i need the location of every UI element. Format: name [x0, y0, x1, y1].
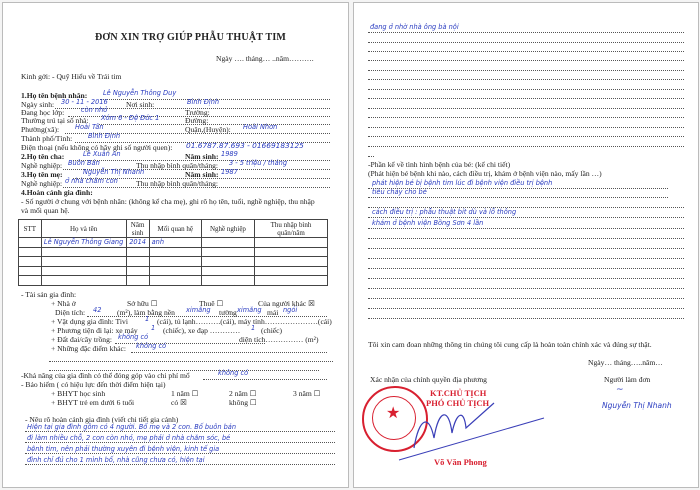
family-heading: 4.Hoàn cảnh gia đình:	[21, 188, 93, 197]
label: tường	[219, 308, 237, 317]
insurance-heading: - Bảo hiểm ( có hiệu lực đến thời điểm hiện tại)	[21, 380, 166, 389]
applicant-signature-mark: ~	[616, 385, 624, 395]
label: (cái), tủ lạnh……….(cái), máy tính…………………(cái)	[157, 317, 332, 326]
situation-line: Hiện tại gia đình gồm có 4 người. Bố mẹ và 2 con. Bố buôn bán	[27, 423, 237, 431]
label: Đường:	[185, 116, 209, 125]
label: -Khả năng của gia đình có thể đóng góp vào chi phí mổ	[21, 371, 190, 380]
label: + Vật dụng gia đình: Tivi	[51, 317, 128, 326]
label: Năm sinh:	[185, 170, 219, 179]
patient-ward: Hoài Tân	[75, 123, 104, 131]
label: 2.Họ tên cha:	[21, 152, 65, 161]
declaration: Tôi xin cam đoan những thông tin chúng tôi cung cấp là hoàn toàn chính xác và đúng sự thật.	[368, 340, 652, 349]
label: Quận,(Huyện):	[185, 125, 231, 134]
assets-heading: - Tài sản gia đình:	[21, 290, 77, 299]
label: Phường(xã):	[21, 125, 60, 134]
member-yob: 2014	[126, 238, 149, 248]
patient-phone: 01.6787.87.693 - 01669183125	[186, 141, 304, 150]
situation-line: đình chỉ đủ cho 1 mình bố, nhà cũng chưa có, hiện tại	[27, 456, 205, 464]
label: + Những đặc điểm khác:	[51, 344, 127, 353]
roof-material: ngói	[283, 306, 298, 314]
label: Nghề nghiệp:	[21, 161, 63, 170]
family-note: và mối quan hệ.	[21, 206, 70, 215]
date-line: Ngày …. tháng… ..năm……….	[216, 54, 314, 63]
checkbox-others[interactable]: Của người khác ☒	[258, 299, 315, 308]
checkbox-owned[interactable]: Sở hữu ☐	[127, 299, 158, 308]
label: Điện thoại (nếu không có hãy ghi số người quen):	[21, 143, 173, 152]
patient-class: còn nhỏ	[81, 106, 108, 114]
star-icon: ★	[386, 405, 401, 422]
column-header: Nghề nghiệp	[201, 220, 254, 238]
father-name: Lê Xuân An	[83, 150, 121, 158]
situation-heading: - Nêu rõ hoàn cảnh gia đình (viết chi tiết gia cảnh)	[25, 415, 179, 424]
family-note: - Số người ở chung với bệnh nhân: (không kể cha mẹ), ghi rõ họ tên, tuổi, nghề nghiệp, thu nhập	[21, 197, 315, 206]
checkbox-no[interactable]: không ☐	[229, 398, 257, 407]
label: diện tích…………… (m²)	[239, 335, 319, 344]
checkbox-yes[interactable]: có ☒	[171, 398, 187, 407]
sign-date: Ngày… tháng…..năm…	[588, 358, 663, 367]
mother-yob: 1987	[221, 168, 238, 176]
applicant-signature: Nguyễn Thị Nhanh	[602, 401, 672, 410]
official-name: Võ Văn Phong	[434, 457, 487, 467]
member-name: Lê Nguyễn Thông Giang	[41, 238, 126, 248]
label: + BHYT trẻ em dưới 6 tuổi	[51, 398, 135, 407]
household-table	[18, 219, 328, 286]
local-government-label: Xác nhận của chính quyền địa phương	[370, 375, 487, 384]
illness-line: tiêu chảy cho bé	[372, 188, 427, 196]
label: 3.Họ tên mẹ:	[21, 170, 63, 179]
father-yob: 1989	[221, 150, 238, 158]
label: Ngày sinh:	[21, 100, 55, 109]
label: Thu nhập bình quân/tháng:	[136, 179, 219, 188]
label: (m²), làm bằng nền	[117, 308, 175, 317]
label: Diện tích:	[55, 308, 86, 317]
land: không có	[118, 333, 149, 341]
label: + BHYT học sinh	[51, 389, 106, 398]
column-header: STT	[19, 220, 42, 238]
label: (chiếc), xe đạp …………	[163, 326, 241, 335]
patient-address: Xóm 6 - Đệ Đức 1	[101, 114, 160, 122]
label: Đang học lớp:	[21, 108, 65, 117]
label: Thành phố/Tỉnh:	[21, 134, 73, 143]
applicant-label: Người làm đơn	[604, 375, 651, 384]
stamp-title: KT.CHỦ TỊCH	[430, 388, 487, 398]
contribution: không có	[218, 369, 249, 377]
father-job: Buôn Bán	[68, 159, 100, 167]
tv-count: 1	[145, 315, 150, 323]
label: + Đất đai/cây trồng:	[51, 335, 113, 344]
moto-count: 1	[151, 324, 156, 332]
illness-subheading: (Phát hiện bé bệnh khi nào, cách điều trị, khám ở bệnh viện nào, mấy lần …)	[368, 169, 602, 178]
patient-dob: 30 - 11 - 2016	[61, 98, 108, 106]
patient-city: Bình Định	[88, 132, 121, 140]
label: + Nhà ở	[51, 299, 76, 308]
other-features: không có	[136, 342, 167, 350]
floor-material: ximăng	[186, 306, 211, 314]
checkbox-rent[interactable]: Thuê ☐	[199, 299, 224, 308]
checkbox-2-years[interactable]: 2 năm ☐	[229, 389, 257, 398]
situation-line: đang ở nhờ nhà ông bà nội	[370, 23, 459, 31]
patient-pob: Bình Định	[187, 98, 220, 106]
column-header: Năm sinh	[126, 220, 149, 238]
label: Trường:	[185, 108, 210, 117]
situation-line: đi làm nhiều chỗ, 2 con còn nhỏ, mẹ phải ở nhà chăm sóc, bé	[27, 434, 231, 442]
table-row	[19, 238, 328, 248]
patient-district: Hoài Nhơn	[243, 123, 278, 131]
table-row	[19, 276, 328, 286]
column-header: Thu nhập bình quân/năm	[255, 220, 328, 238]
form-title: ĐƠN XIN TRỢ GIÚP PHẪU THUẬT TIM	[95, 32, 287, 43]
patient-name: Lê Nguyễn Thông Duy	[103, 89, 177, 97]
father-income: 3 - 5 triệu / tháng	[229, 159, 288, 167]
illness-line: phát hiện bé bị bệnh tim lúc đi bệnh viện điều trị bệnh	[372, 179, 553, 187]
label: (chiếc)	[261, 326, 283, 335]
form-page-2	[353, 2, 699, 488]
form-page-1	[2, 2, 349, 488]
label: Năm sinh:	[185, 152, 219, 161]
label: 1.Họ tên bệnh nhân:	[21, 91, 88, 100]
checkbox-1-year[interactable]: 1 năm ☐	[171, 389, 199, 398]
label: Nơi sinh:	[126, 100, 155, 109]
situation-line: bệnh tim, nên phải thường xuyên đi bệnh viện, kinh tế gia	[27, 445, 220, 453]
mother-name: Nguyễn Thị Nhanh	[83, 168, 145, 176]
table-row	[19, 266, 328, 276]
mother-job: ở nhà chăm con	[65, 177, 118, 185]
bike-count: 1	[251, 324, 256, 332]
column-header: Mối quan hệ	[149, 220, 201, 238]
recipient: Kinh gởi: - Quỹ Hiểu về Trái tim	[21, 72, 122, 81]
label: Thu nhập bình quân/tháng:	[136, 161, 219, 170]
table-row	[19, 257, 328, 267]
house-area: 42	[93, 306, 102, 314]
label: mái	[267, 308, 279, 317]
illness-heading: -Phần kể về tình hình bệnh của bé: (kể chi tiết)	[368, 160, 511, 169]
illness-line: cách điều trị : phẫu thuật bít dù và lỗ thông	[372, 208, 517, 216]
wall-material: ximăng	[237, 306, 262, 314]
table-row	[19, 247, 328, 257]
label: Thường trú tại số nhà:	[21, 116, 89, 125]
illness-line: khám ở bệnh viện Bồng Sơn 4 lần	[372, 219, 484, 227]
checkbox-3-years[interactable]: 3 năm ☐	[293, 389, 321, 398]
label: + Phương tiện đi lại: xe máy	[51, 326, 138, 335]
stamp-title: PHÓ CHỦ TỊCH	[426, 398, 490, 408]
column-header: Họ và tên	[41, 220, 126, 238]
member-relation: anh	[149, 238, 201, 248]
label: Nghề nghiệp:	[21, 179, 63, 188]
